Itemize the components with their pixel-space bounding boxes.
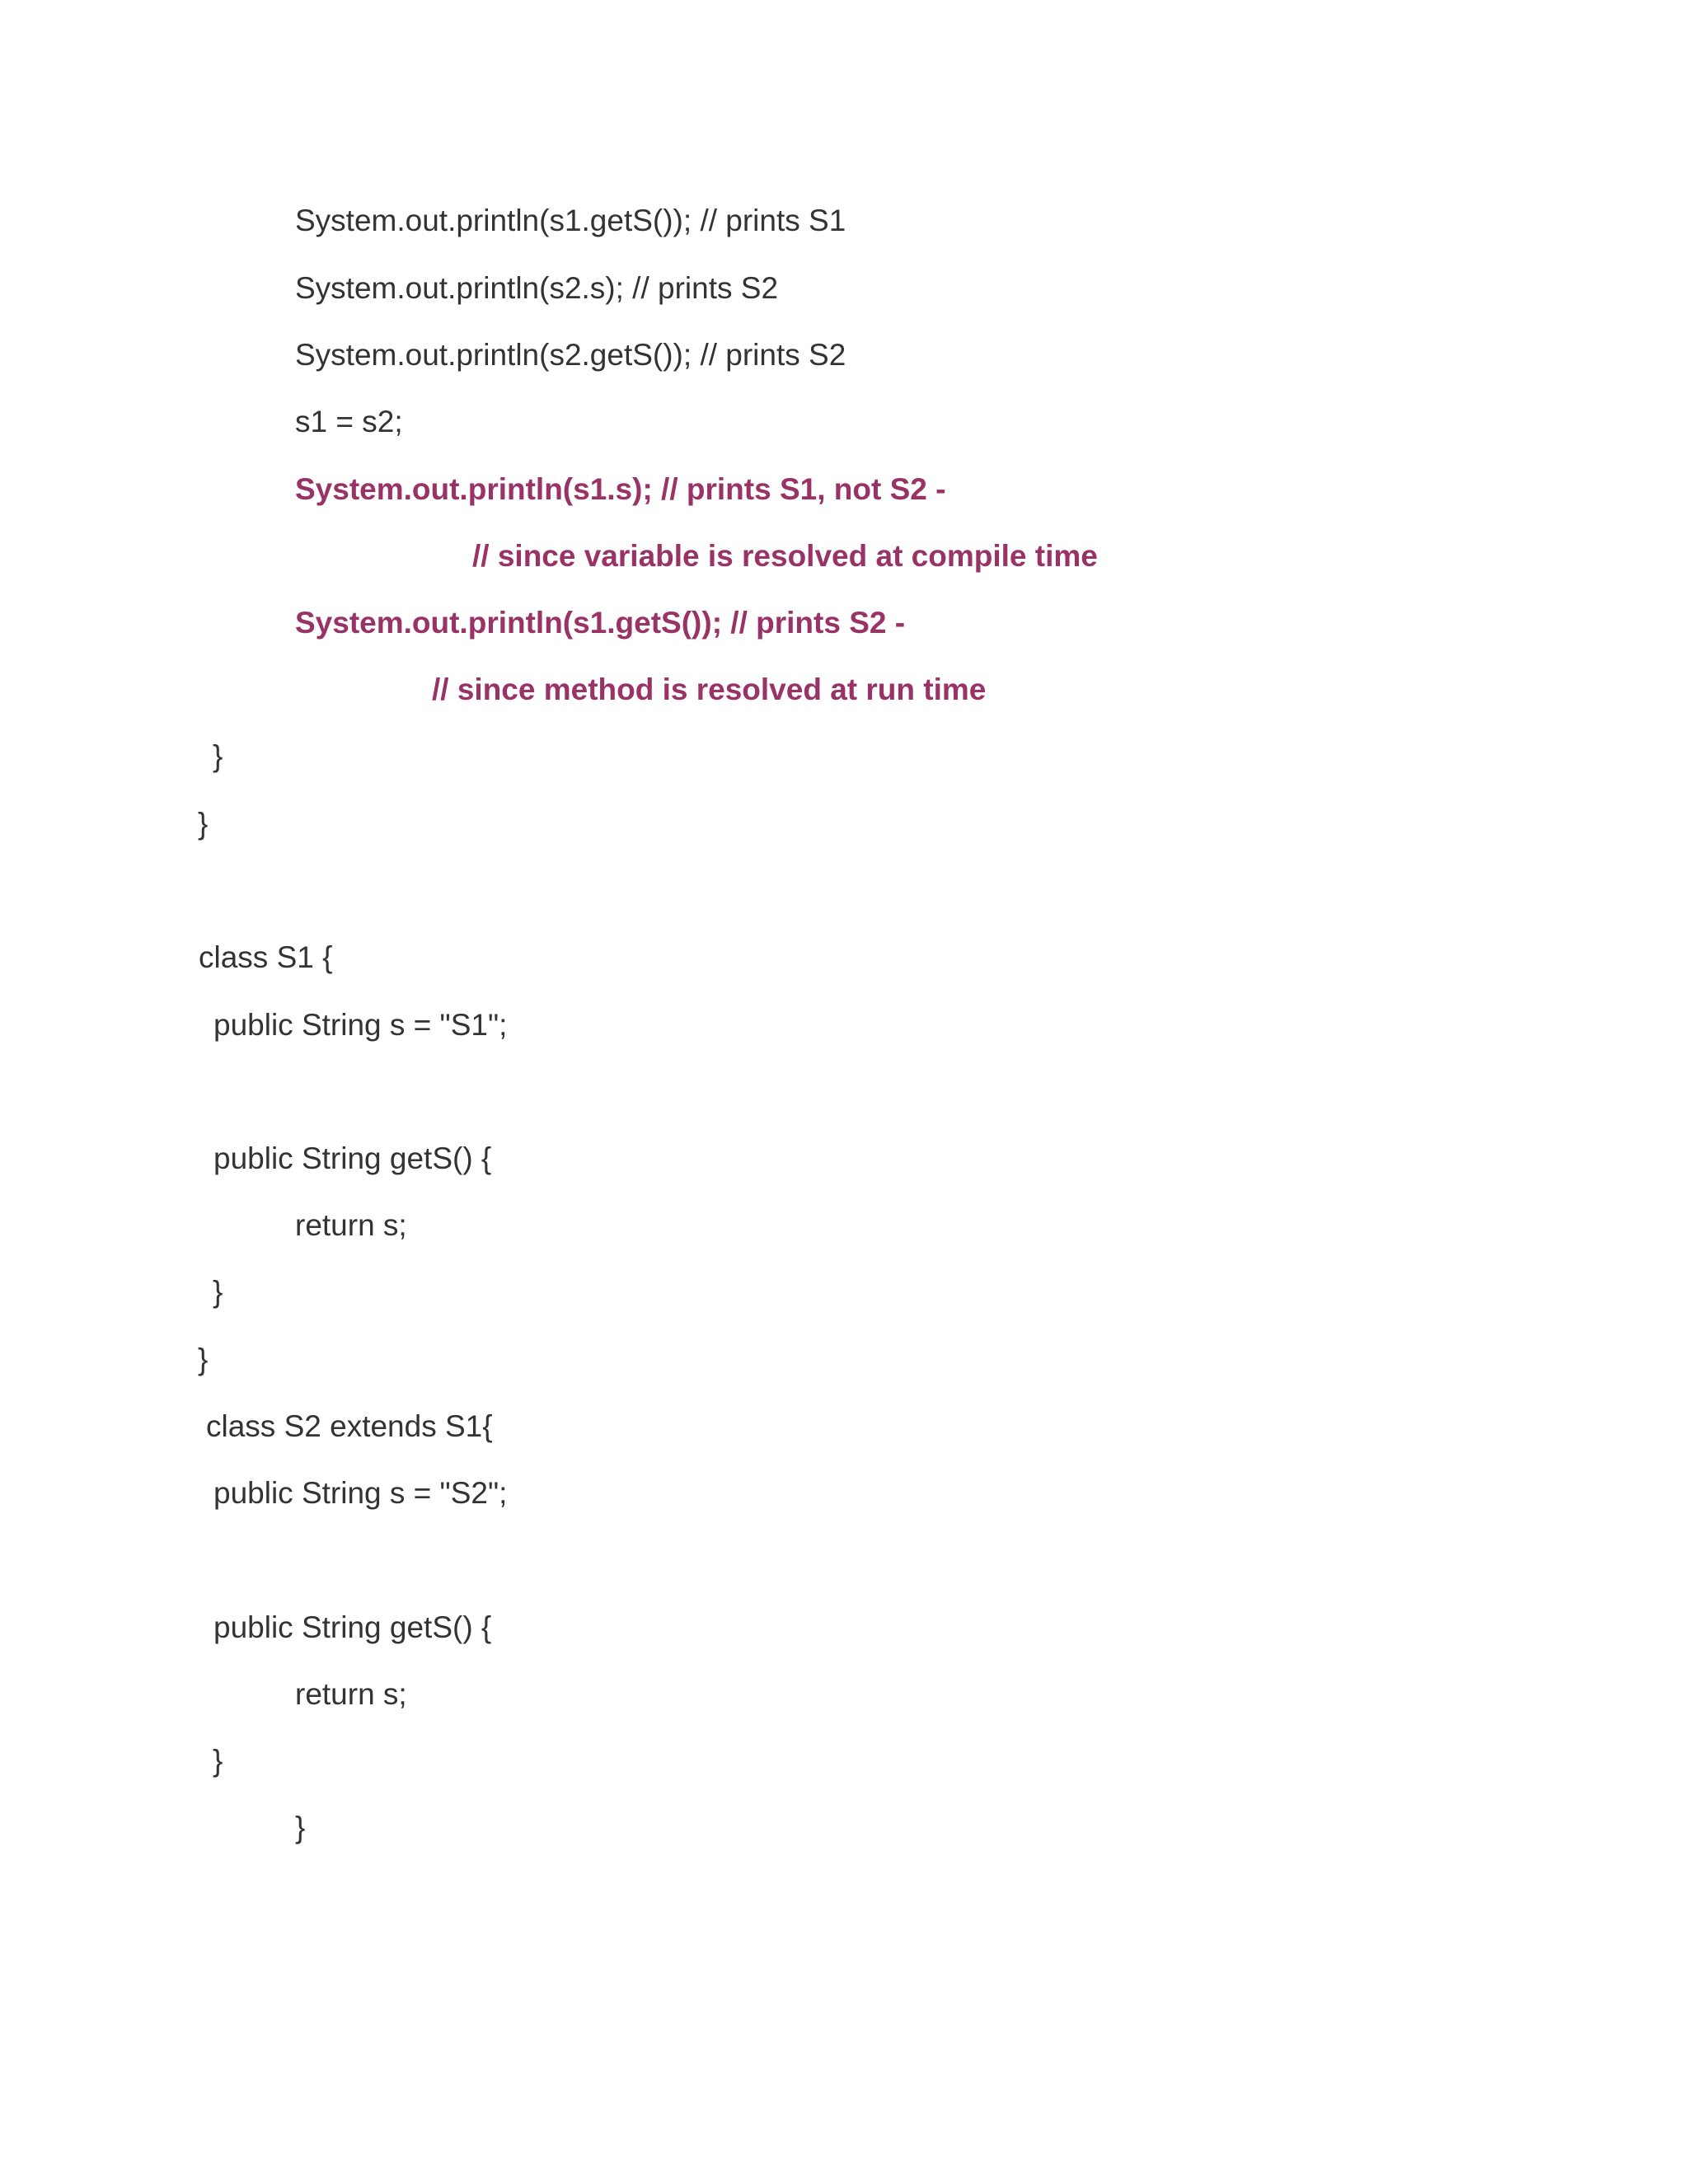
code-line: public String s = "S2";	[213, 1476, 508, 1510]
highlighted-code-line: System.out.println(s1.s); // prints S1, not S2 -	[295, 472, 946, 506]
code-line: public String getS() {	[213, 1141, 492, 1175]
closing-brace: }	[295, 1811, 306, 1844]
code-line: class S2 extends S1{	[206, 1409, 493, 1443]
closing-brace: }	[213, 739, 223, 773]
code-line: return s;	[295, 1208, 407, 1242]
highlighted-comment-line: // since variable is resolved at compile time	[472, 539, 1098, 573]
closing-brace: }	[198, 1343, 209, 1376]
code-line: class S1 {	[199, 940, 333, 974]
code-line: System.out.println(s2.s); // prints S2	[295, 271, 779, 305]
code-line: s1 = s2;	[295, 405, 403, 438]
code-line: return s;	[295, 1677, 407, 1711]
closing-brace: }	[213, 1275, 223, 1309]
highlighted-comment-line: // since method is resolved at run time	[432, 673, 987, 706]
code-line: System.out.println(s2.getS()); // prints S2	[295, 338, 846, 372]
code-line: public String getS() {	[213, 1610, 492, 1644]
highlighted-code-line: System.out.println(s1.getS()); // prints S2 -	[295, 606, 906, 640]
closing-brace: }	[213, 1744, 223, 1778]
closing-brace: }	[198, 807, 209, 841]
code-line: public String s = "S1";	[213, 1008, 508, 1042]
code-line: System.out.println(s1.getS()); // prints S1	[295, 204, 846, 237]
